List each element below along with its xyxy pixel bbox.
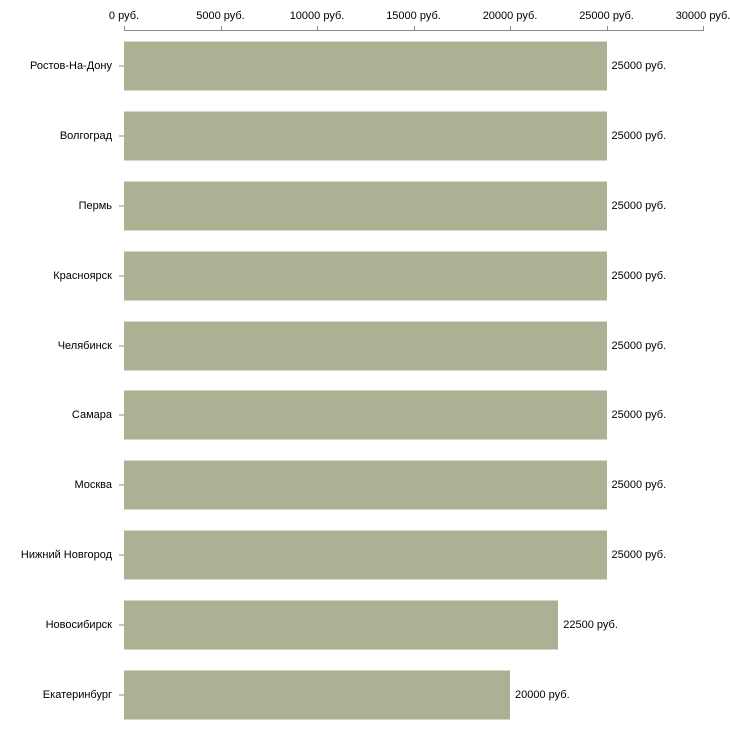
bar-value-label: 22500 руб. — [563, 619, 618, 632]
bar — [124, 671, 510, 720]
x-axis-tick-label: 15000 руб. — [386, 10, 441, 22]
bar — [124, 41, 607, 90]
bar — [124, 111, 607, 160]
bar — [124, 601, 558, 650]
bar-row — [0, 241, 730, 311]
bar — [124, 391, 607, 440]
x-axis-tick-label: 5000 руб. — [196, 10, 245, 22]
category-label: Новосибирск — [45, 619, 112, 632]
bar-value-label: 20000 руб. — [515, 689, 570, 702]
bar-value-label: 25000 руб. — [611, 59, 667, 72]
bar-row — [0, 381, 730, 451]
bar-row — [0, 450, 730, 520]
category-label: Красноярск — [53, 269, 112, 282]
bar-value-label: 25000 руб. — [611, 129, 667, 142]
bar-value-label: 25000 руб. — [611, 269, 667, 282]
x-axis-tick-label: 25000 руб. — [579, 10, 634, 22]
bar-value-label: 25000 руб. — [611, 339, 667, 352]
category-label: Ростов-На-Дону — [29, 59, 112, 72]
bar — [124, 531, 607, 580]
plot-area — [0, 31, 730, 730]
category-label: Челябинск — [57, 339, 112, 352]
category-label: Нижний Новгород — [20, 549, 112, 562]
category-label: Волгоград — [59, 129, 112, 142]
bar — [124, 461, 607, 510]
bar — [124, 321, 607, 370]
x-axis-tick-label: 10000 руб. — [289, 10, 345, 22]
bar-row — [0, 101, 730, 171]
bar-row — [0, 171, 730, 241]
bar-value-label: 25000 руб. — [611, 479, 667, 492]
category-label: Москва — [74, 479, 112, 492]
category-label: Самара — [71, 409, 112, 422]
bar-row — [0, 31, 730, 101]
x-axis-tick-label: 30000 руб. — [675, 10, 730, 22]
bar-value-label: 25000 руб. — [611, 199, 667, 212]
bar — [124, 181, 607, 230]
bar-row — [0, 660, 730, 730]
x-axis — [0, 0, 730, 30]
category-label: Екатеринбург — [42, 689, 112, 702]
bar-value-label: 25000 руб. — [611, 549, 667, 562]
category-label: Пермь — [78, 199, 112, 212]
bar — [124, 251, 607, 300]
bar-row — [0, 590, 730, 660]
bar-row — [0, 520, 730, 590]
x-axis-tick-label: 20000 руб. — [482, 10, 538, 22]
bar-value-label: 25000 руб. — [611, 409, 667, 422]
bar-row — [0, 311, 730, 381]
x-axis-tick-label: 0 руб. — [108, 10, 140, 22]
